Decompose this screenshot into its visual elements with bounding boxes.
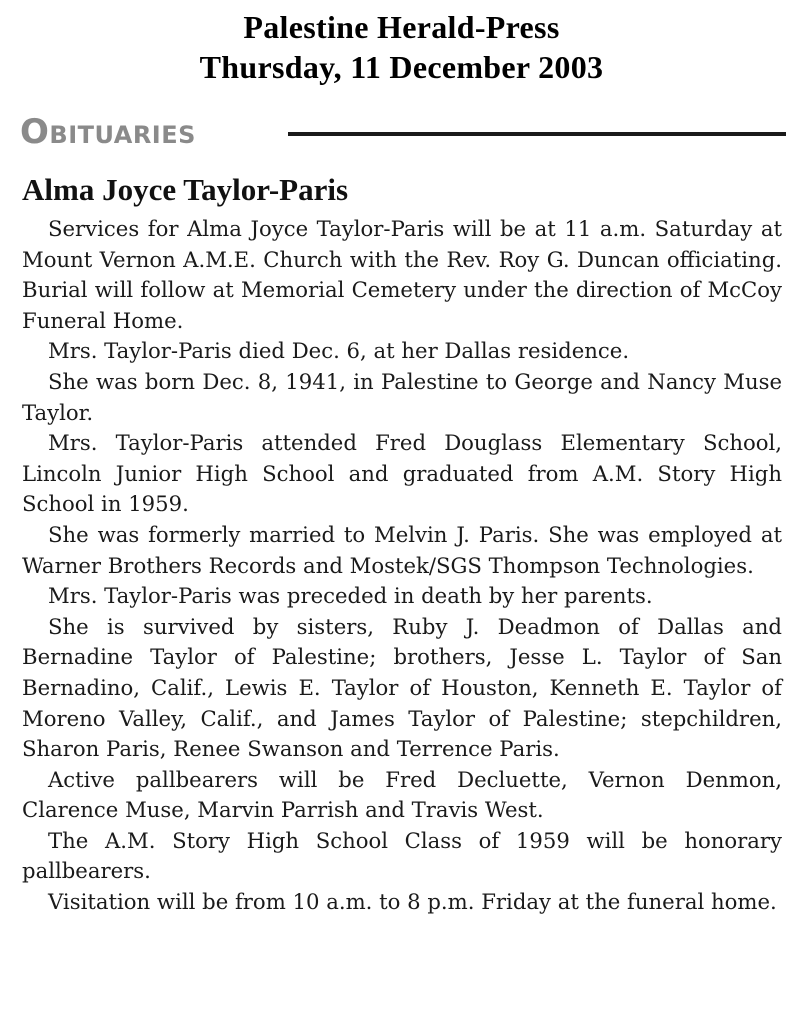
obituary-paragraph-visitation: Visitation will be from 10 a.m. to 8 p.m. Friday at the funeral home. <box>48 889 777 915</box>
publication-date: Thursday, 11 December 2003 <box>199 49 604 85</box>
obituary-paragraph-services: Services for Alma Joyce Taylor-Paris will be at 11 a.m. Saturday at Mount Vernon A.M.E. Church with the Rev. Roy G. Duncan officiating. Burial will follow at Memorial Cemetery under the direction of McCoy Funeral Home. <box>22 216 782 333</box>
masthead <box>0 8 803 88</box>
obituary-paragraph-birth: She was born Dec. 8, 1941, in Palestine to George and Nancy Muse Taylor. <box>22 368 782 425</box>
obituary-paragraph-pallbearers: Active pallbearers will be Fred Decluette, Vernon Denmon, Clarence Muse, Marvin Parrish and Travis West. <box>22 766 782 823</box>
section-label: Obituaries <box>20 112 196 152</box>
section-divider <box>288 132 786 136</box>
obituary-body <box>22 214 782 918</box>
obituary-paragraph-education: Mrs. Taylor-Paris attended Fred Douglass Elementary School, Lincoln Junior High School and graduated from A.M. Story High School in 1959. <box>22 430 782 517</box>
obituary-paragraph-honorary: The A.M. Story High School Class of 1959 will be honorary pallbearers. <box>22 827 782 884</box>
obituary-paragraph-survivors: She is survived by sisters, Ruby J. Deadmon of Dallas and Bernadine Taylor of Palestine; brothers, Jesse L. Taylor of San Bernadino, Calif., Lewis E. Taylor of Houston, Kenneth E. Taylor of Moreno Valley, Calif., and James Taylor of Palestine; stepchildren, Sharon Paris, Renee Swanson and Terrence Paris. <box>22 613 782 762</box>
obituary-paragraph-preceded: Mrs. Taylor-Paris was preceded in death by her parents. <box>48 583 653 609</box>
obituary-name: Alma Joyce Taylor-Paris <box>22 172 349 207</box>
obituary-paragraph-career: She was formerly married to Melvin J. Paris. She was employed at Warner Brothers Records and Mostek/SGS Thompson Technologies. <box>22 521 782 578</box>
obituary-paragraph-death: Mrs. Taylor-Paris died Dec. 6, at her Dallas residence. <box>48 338 630 364</box>
newspaper-name: Palestine Herald-Press <box>243 9 560 45</box>
section-header <box>20 112 786 152</box>
